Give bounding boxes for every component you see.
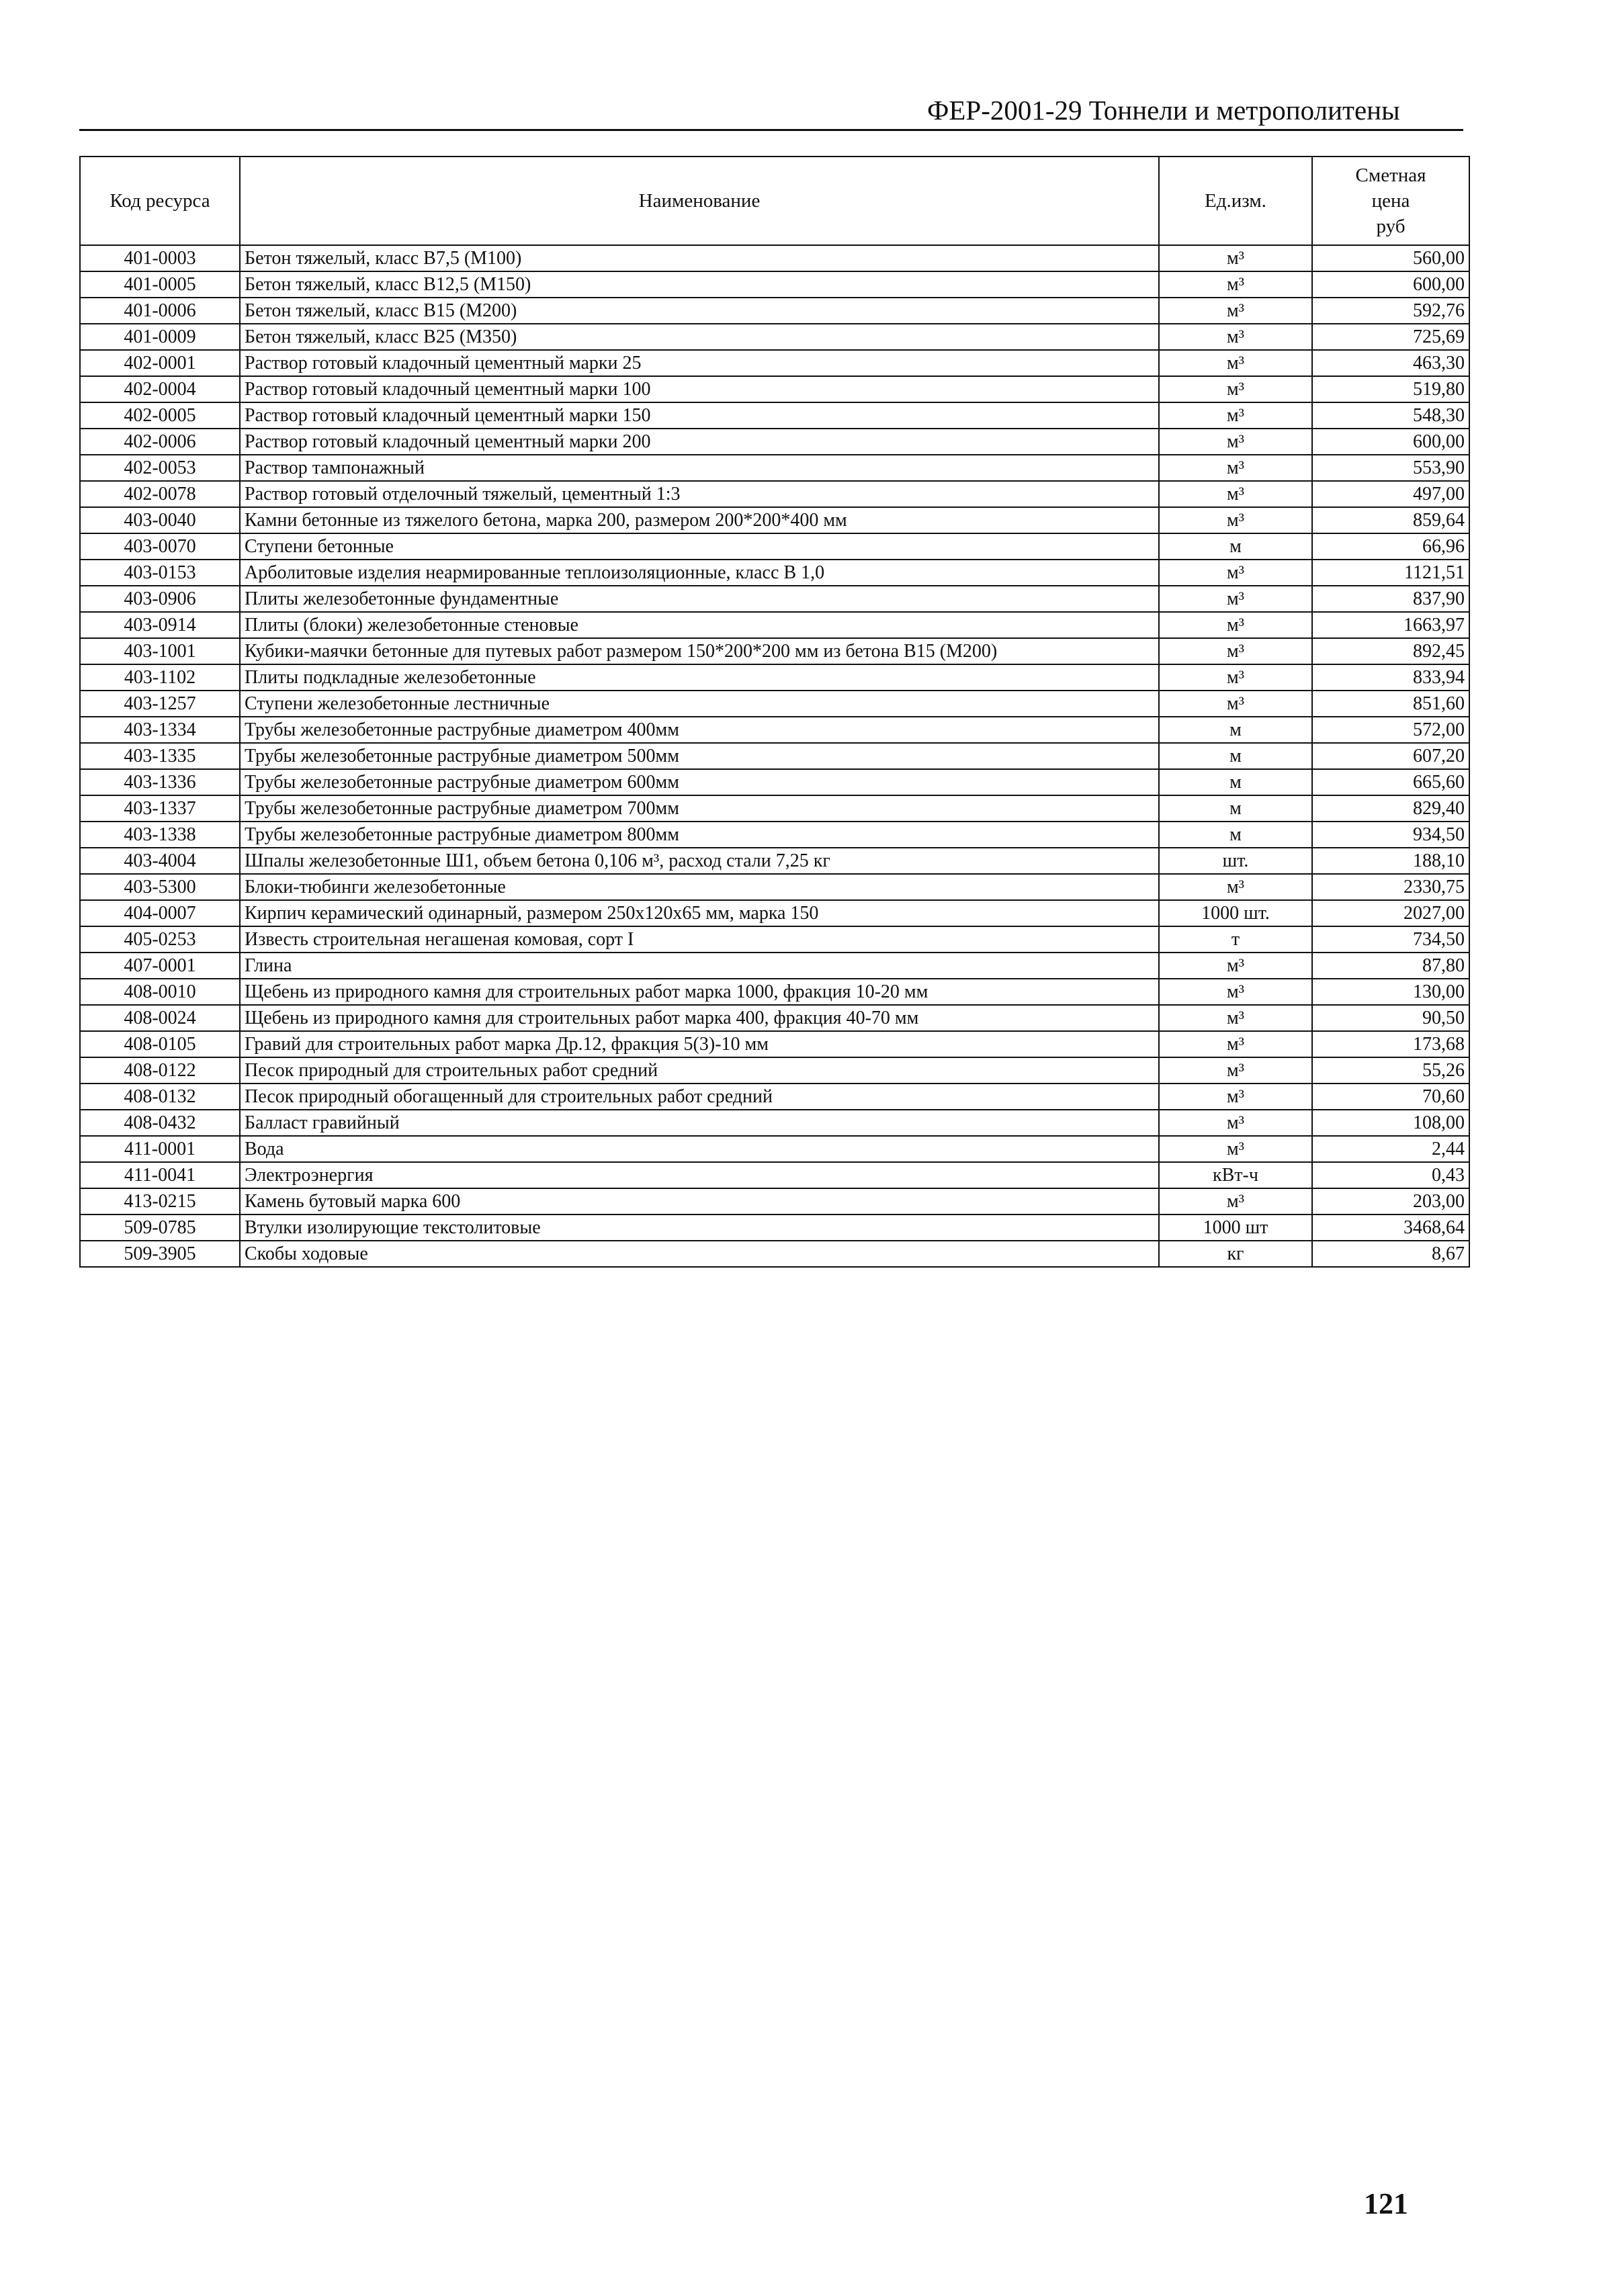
unit-cell: м³	[1159, 1188, 1312, 1215]
table-row	[80, 691, 1469, 717]
unit-cell: м³	[1159, 376, 1312, 402]
price-cell: 859,64	[1312, 507, 1469, 533]
table-row	[80, 953, 1469, 979]
price-cell: 203,00	[1312, 1188, 1469, 1215]
resource-name-cell: Раствор готовый кладочный цементный марки 100	[240, 376, 1159, 402]
resource-name-cell: Раствор готовый отделочный тяжелый, цементный 1:3	[240, 481, 1159, 507]
price-cell: 833,94	[1312, 664, 1469, 691]
resource-price-table	[79, 156, 1470, 1268]
resource-code-cell: 403-1338	[80, 822, 240, 848]
column-header-code: Код ресурса	[80, 157, 240, 245]
price-cell: 734,50	[1312, 926, 1469, 953]
resource-name-cell: Трубы железобетонные раструбные диаметром 800мм	[240, 822, 1159, 848]
table-row	[80, 1031, 1469, 1057]
resource-code-cell: 403-1335	[80, 743, 240, 769]
unit-cell: м³	[1159, 481, 1312, 507]
price-header-line-1: Сметная	[1355, 165, 1426, 186]
resource-name-cell: Песок природный для строительных работ средний	[240, 1057, 1159, 1084]
table-row	[80, 586, 1469, 612]
unit-cell: м³	[1159, 455, 1312, 481]
unit-cell: м³	[1159, 691, 1312, 717]
unit-cell: м³	[1159, 245, 1312, 271]
unit-cell: 1000 шт	[1159, 1215, 1312, 1241]
resource-name-cell: Балласт гравийный	[240, 1110, 1159, 1136]
table-row	[80, 717, 1469, 743]
resource-code-cell: 403-0040	[80, 507, 240, 533]
price-cell: 2330,75	[1312, 874, 1469, 900]
resource-name-cell: Втулки изолирующие текстолитовые	[240, 1215, 1159, 1241]
price-cell: 1663,97	[1312, 612, 1469, 638]
unit-cell: м³	[1159, 507, 1312, 533]
resource-code-cell: 403-1336	[80, 769, 240, 795]
table-row	[80, 743, 1469, 769]
resource-code-cell: 401-0006	[80, 298, 240, 324]
price-cell: 548,30	[1312, 402, 1469, 429]
price-cell: 87,80	[1312, 953, 1469, 979]
unit-cell: м³	[1159, 1110, 1312, 1136]
price-cell: 0,43	[1312, 1162, 1469, 1188]
price-cell: 725,69	[1312, 324, 1469, 350]
table-row	[80, 1188, 1469, 1215]
unit-cell: м	[1159, 533, 1312, 560]
table-header-row	[80, 157, 1469, 245]
unit-cell: м³	[1159, 324, 1312, 350]
unit-cell: кВт-ч	[1159, 1162, 1312, 1188]
resource-code-cell: 401-0003	[80, 245, 240, 271]
price-cell: 829,40	[1312, 795, 1469, 822]
table-row	[80, 350, 1469, 376]
table-row	[80, 1057, 1469, 1084]
unit-cell: м³	[1159, 953, 1312, 979]
resource-name-cell: Известь строительная негашеная комовая, сорт I	[240, 926, 1159, 953]
column-header-name: Наименование	[240, 157, 1159, 245]
resource-code-cell: 408-0024	[80, 1005, 240, 1031]
price-cell: 1121,51	[1312, 560, 1469, 586]
resource-code-cell: 408-0010	[80, 979, 240, 1005]
table-row	[80, 638, 1469, 664]
unit-cell: м³	[1159, 429, 1312, 455]
resource-name-cell: Шпалы железобетонные Ш1, объем бетона 0,106 м³, расход стали 7,25 кг	[240, 848, 1159, 874]
resource-name-cell: Бетон тяжелый, класс В15 (М200)	[240, 298, 1159, 324]
table-row	[80, 324, 1469, 350]
resource-name-cell: Блоки-тюбинги железобетонные	[240, 874, 1159, 900]
price-cell: 560,00	[1312, 245, 1469, 271]
resource-code-cell: 403-1337	[80, 795, 240, 822]
resource-code-cell: 408-0122	[80, 1057, 240, 1084]
price-cell: 8,67	[1312, 1241, 1469, 1267]
table-row	[80, 429, 1469, 455]
resource-code-cell: 402-0078	[80, 481, 240, 507]
resource-code-cell: 402-0005	[80, 402, 240, 429]
price-cell: 173,68	[1312, 1031, 1469, 1057]
resource-code-cell: 403-4004	[80, 848, 240, 874]
resource-code-cell: 403-1001	[80, 638, 240, 664]
resource-name-cell: Песок природный обогащенный для строительных работ средний	[240, 1084, 1159, 1110]
table-row	[80, 298, 1469, 324]
unit-cell: м³	[1159, 271, 1312, 298]
table-row	[80, 848, 1469, 874]
resource-name-cell: Плиты железобетонные фундаментные	[240, 586, 1159, 612]
resource-code-cell: 404-0007	[80, 900, 240, 926]
table-row	[80, 1005, 1469, 1031]
unit-cell: м³	[1159, 874, 1312, 900]
unit-cell: м³	[1159, 1031, 1312, 1057]
price-cell: 665,60	[1312, 769, 1469, 795]
resource-name-cell: Вода	[240, 1136, 1159, 1162]
resource-code-cell: 402-0001	[80, 350, 240, 376]
table-row	[80, 507, 1469, 533]
unit-cell: шт.	[1159, 848, 1312, 874]
price-cell: 572,00	[1312, 717, 1469, 743]
table-body	[80, 245, 1469, 1267]
unit-cell: м³	[1159, 638, 1312, 664]
resource-code-cell: 407-0001	[80, 953, 240, 979]
resource-name-cell: Камень бутовый марка 600	[240, 1188, 1159, 1215]
resource-name-cell: Ступени бетонные	[240, 533, 1159, 560]
unit-cell: м³	[1159, 1005, 1312, 1031]
table-row	[80, 560, 1469, 586]
table-row	[80, 926, 1469, 953]
price-cell: 519,80	[1312, 376, 1469, 402]
price-cell: 66,96	[1312, 533, 1469, 560]
table-row	[80, 769, 1469, 795]
table-row	[80, 1162, 1469, 1188]
resource-name-cell: Трубы железобетонные раструбные диаметром 500мм	[240, 743, 1159, 769]
price-header-line-2: цена	[1371, 190, 1410, 212]
unit-cell: м	[1159, 769, 1312, 795]
table-row	[80, 481, 1469, 507]
price-cell: 607,20	[1312, 743, 1469, 769]
unit-cell: т	[1159, 926, 1312, 953]
column-header-unit: Ед.изм.	[1159, 157, 1312, 245]
resource-code-cell: 403-1257	[80, 691, 240, 717]
resource-name-cell: Раствор готовый кладочный цементный марки 200	[240, 429, 1159, 455]
unit-cell: м³	[1159, 979, 1312, 1005]
price-header-line-3: руб	[1376, 216, 1406, 237]
resource-name-cell: Трубы железобетонные раструбные диаметром 700мм	[240, 795, 1159, 822]
page-number: 121	[1364, 2187, 1408, 2220]
unit-cell: 1000 шт.	[1159, 900, 1312, 926]
resource-code-cell: 403-1102	[80, 664, 240, 691]
unit-cell: м³	[1159, 402, 1312, 429]
price-cell: 851,60	[1312, 691, 1469, 717]
price-cell: 2027,00	[1312, 900, 1469, 926]
table-row	[80, 612, 1469, 638]
table-row	[80, 795, 1469, 822]
unit-cell: кг	[1159, 1241, 1312, 1267]
price-cell: 90,50	[1312, 1005, 1469, 1031]
resource-name-cell: Скобы ходовые	[240, 1241, 1159, 1267]
unit-cell: м³	[1159, 1084, 1312, 1110]
table-row	[80, 1084, 1469, 1110]
price-cell: 188,10	[1312, 848, 1469, 874]
resource-code-cell: 403-0153	[80, 560, 240, 586]
price-cell: 3468,64	[1312, 1215, 1469, 1241]
document-header-title: ФЕР-2001-29 Тоннели и метрополитены	[927, 95, 1400, 126]
resource-name-cell: Щебень из природного камня для строительных работ марка 1000, фракция 10-20 мм	[240, 979, 1159, 1005]
resource-code-cell: 402-0053	[80, 455, 240, 481]
header-divider	[79, 129, 1463, 131]
resource-code-cell: 403-0070	[80, 533, 240, 560]
table-row	[80, 979, 1469, 1005]
resource-name-cell: Электроэнергия	[240, 1162, 1159, 1188]
resource-code-cell: 509-3905	[80, 1241, 240, 1267]
table-row	[80, 874, 1469, 900]
resource-code-cell: 413-0215	[80, 1188, 240, 1215]
table-row	[80, 822, 1469, 848]
resource-code-cell: 401-0009	[80, 324, 240, 350]
resource-name-cell: Кирпич керамический одинарный, размером 250х120х65 мм, марка 150	[240, 900, 1159, 926]
price-cell: 130,00	[1312, 979, 1469, 1005]
unit-cell: м³	[1159, 612, 1312, 638]
price-cell: 837,90	[1312, 586, 1469, 612]
resource-code-cell: 408-0132	[80, 1084, 240, 1110]
resource-code-cell: 405-0253	[80, 926, 240, 953]
price-cell: 600,00	[1312, 271, 1469, 298]
resource-name-cell: Бетон тяжелый, класс В12,5 (М150)	[240, 271, 1159, 298]
resource-code-cell: 408-0432	[80, 1110, 240, 1136]
resource-name-cell: Камни бетонные из тяжелого бетона, марка 200, размером 200*200*400 мм	[240, 507, 1159, 533]
unit-cell: м³	[1159, 586, 1312, 612]
resource-code-cell: 403-0914	[80, 612, 240, 638]
column-header-price	[1312, 157, 1469, 245]
price-cell: 2,44	[1312, 1136, 1469, 1162]
table-row	[80, 1136, 1469, 1162]
table-row	[80, 455, 1469, 481]
resource-code-cell: 509-0785	[80, 1215, 240, 1241]
price-cell: 70,60	[1312, 1084, 1469, 1110]
price-cell: 592,76	[1312, 298, 1469, 324]
resource-name-cell: Арболитовые изделия неармированные теплоизоляционные, класс В 1,0	[240, 560, 1159, 586]
unit-cell: м³	[1159, 560, 1312, 586]
table-row	[80, 900, 1469, 926]
resource-name-cell: Бетон тяжелый, класс В25 (М350)	[240, 324, 1159, 350]
resource-name-cell: Раствор тампонажный	[240, 455, 1159, 481]
unit-cell: м³	[1159, 350, 1312, 376]
unit-cell: м³	[1159, 664, 1312, 691]
resource-name-cell: Гравий для строительных работ марка Др.12, фракция 5(3)-10 мм	[240, 1031, 1159, 1057]
resource-code-cell: 402-0006	[80, 429, 240, 455]
resource-name-cell: Раствор готовый кладочный цементный марки 150	[240, 402, 1159, 429]
resource-name-cell: Глина	[240, 953, 1159, 979]
resource-name-cell: Ступени железобетонные лестничные	[240, 691, 1159, 717]
price-cell: 934,50	[1312, 822, 1469, 848]
resource-name-cell: Плиты подкладные железобетонные	[240, 664, 1159, 691]
price-cell: 892,45	[1312, 638, 1469, 664]
resource-code-cell: 411-0041	[80, 1162, 240, 1188]
price-cell: 497,00	[1312, 481, 1469, 507]
price-cell: 108,00	[1312, 1110, 1469, 1136]
resource-name-cell: Раствор готовый кладочный цементный марки 25	[240, 350, 1159, 376]
table-row	[80, 271, 1469, 298]
resource-code-cell: 401-0005	[80, 271, 240, 298]
table-row	[80, 245, 1469, 271]
resource-code-cell: 402-0004	[80, 376, 240, 402]
unit-cell: м	[1159, 743, 1312, 769]
price-cell: 553,90	[1312, 455, 1469, 481]
resource-name-cell: Щебень из природного камня для строительных работ марка 400, фракция 40-70 мм	[240, 1005, 1159, 1031]
price-cell: 55,26	[1312, 1057, 1469, 1084]
resource-code-cell: 403-1334	[80, 717, 240, 743]
table-row	[80, 376, 1469, 402]
table-row	[80, 402, 1469, 429]
unit-cell: м	[1159, 822, 1312, 848]
resource-code-cell: 411-0001	[80, 1136, 240, 1162]
table-row	[80, 1110, 1469, 1136]
resource-name-cell: Кубики-маячки бетонные для путевых работ размером 150*200*200 мм из бетона В15 (М200)	[240, 638, 1159, 664]
resource-code-cell: 403-5300	[80, 874, 240, 900]
resource-code-cell: 403-0906	[80, 586, 240, 612]
unit-cell: м³	[1159, 298, 1312, 324]
resource-name-cell: Бетон тяжелый, класс В7,5 (М100)	[240, 245, 1159, 271]
table-row	[80, 533, 1469, 560]
unit-cell: м³	[1159, 1136, 1312, 1162]
unit-cell: м	[1159, 795, 1312, 822]
resource-name-cell: Трубы железобетонные раструбные диаметром 600мм	[240, 769, 1159, 795]
resource-code-cell: 408-0105	[80, 1031, 240, 1057]
unit-cell: м	[1159, 717, 1312, 743]
table-row	[80, 1215, 1469, 1241]
unit-cell: м³	[1159, 1057, 1312, 1084]
price-cell: 600,00	[1312, 429, 1469, 455]
table-row	[80, 664, 1469, 691]
table-row	[80, 1241, 1469, 1267]
resource-name-cell: Трубы железобетонные раструбные диаметром 400мм	[240, 717, 1159, 743]
resource-name-cell: Плиты (блоки) железобетонные стеновые	[240, 612, 1159, 638]
price-cell: 463,30	[1312, 350, 1469, 376]
